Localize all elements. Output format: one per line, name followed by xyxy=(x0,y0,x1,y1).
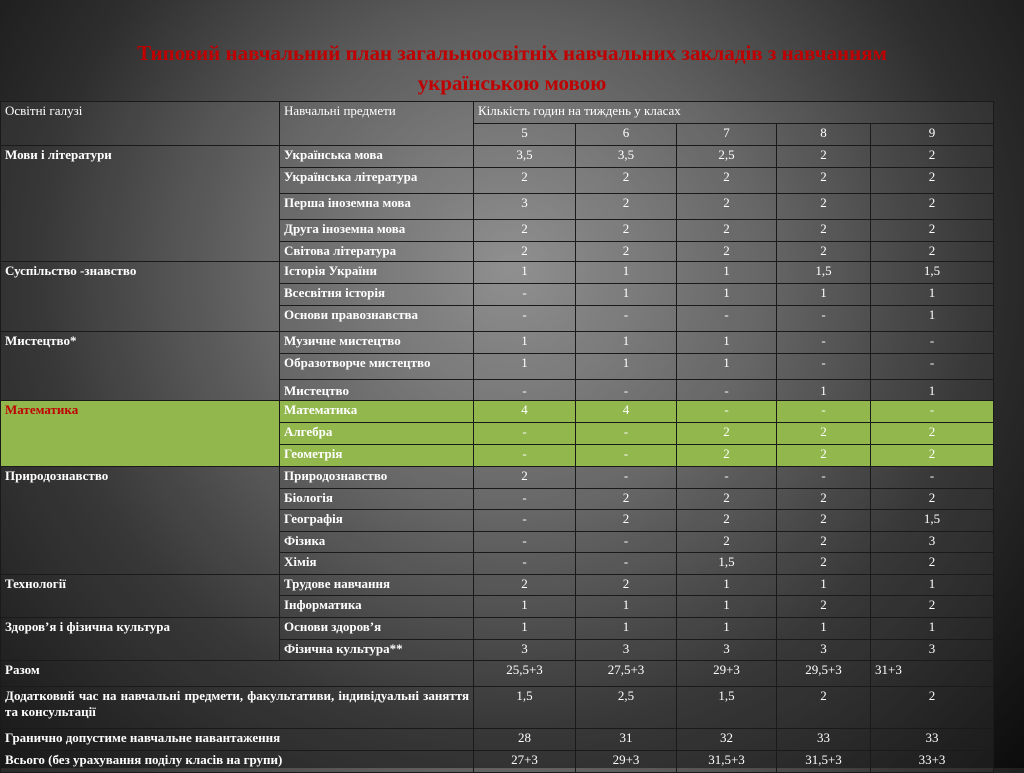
table-row xyxy=(1,146,994,168)
value-cell: 2 xyxy=(777,220,871,242)
value-cell: 1 xyxy=(871,618,994,640)
value-cell: 2 xyxy=(777,553,871,575)
value-cell: 2 xyxy=(677,445,777,467)
value-cell: 1 xyxy=(777,575,871,596)
value-cell: - xyxy=(576,380,677,401)
value-cell: 2 xyxy=(871,423,994,445)
value-cell: - xyxy=(677,467,777,489)
value-cell: 1 xyxy=(677,332,777,354)
subject-cell: Природознавство xyxy=(280,467,474,489)
value-cell: 1 xyxy=(677,354,777,380)
value-cell: 1,5 xyxy=(777,262,871,284)
total-value: 2 xyxy=(871,687,994,729)
total-value: 32 xyxy=(677,729,777,751)
total-value: 2 xyxy=(777,687,871,729)
value-cell: 2 xyxy=(474,575,576,596)
title-line-2: українською мовою xyxy=(417,71,607,95)
total-value: 1,5 xyxy=(474,687,576,729)
value-cell: 2 xyxy=(677,220,777,242)
value-cell: 2 xyxy=(576,242,677,262)
table-row xyxy=(1,262,994,284)
value-cell: - xyxy=(474,284,576,306)
value-cell: 1 xyxy=(474,354,576,380)
total-value: 29+3 xyxy=(677,661,777,687)
value-cell: 2 xyxy=(474,242,576,262)
total-value: 33 xyxy=(777,729,871,751)
value-cell: 2 xyxy=(777,194,871,220)
total-value: 2,5 xyxy=(576,687,677,729)
subject-cell: Перша іноземна мова xyxy=(280,194,474,220)
curriculum-table xyxy=(0,101,994,773)
value-cell: 1 xyxy=(777,380,871,401)
total-value: 27,5+3 xyxy=(576,661,677,687)
value-cell: 2 xyxy=(677,489,777,510)
value-cell: 3 xyxy=(871,640,994,661)
value-cell: 2 xyxy=(474,168,576,194)
value-cell: - xyxy=(474,445,576,467)
subject-cell: Геометрія xyxy=(280,445,474,467)
value-cell: - xyxy=(576,553,677,575)
area-cell: Суспільство -знавство xyxy=(1,262,280,332)
subject-cell: Фізика xyxy=(280,532,474,553)
value-cell: 2 xyxy=(474,220,576,242)
value-cell: - xyxy=(474,510,576,532)
value-cell: 2 xyxy=(871,220,994,242)
value-cell: 1 xyxy=(474,596,576,618)
value-cell: 1 xyxy=(474,332,576,354)
total-value: 31,5+3 xyxy=(777,751,871,773)
area-cell: Мови і літератури xyxy=(1,146,280,262)
total-label: Гранично допустиме навчальне навантаження xyxy=(1,729,474,751)
subject-cell: Всесвітня історія xyxy=(280,284,474,306)
grade-cell: 5 xyxy=(474,124,576,146)
value-cell: 2 xyxy=(677,242,777,262)
value-cell: 1 xyxy=(777,284,871,306)
value-cell: - xyxy=(777,354,871,380)
value-cell: - xyxy=(677,306,777,332)
value-cell: 2 xyxy=(871,168,994,194)
total-value: 29+3 xyxy=(576,751,677,773)
header-hours: Кількість годин на тиждень у класах xyxy=(474,102,994,124)
value-cell: - xyxy=(576,532,677,553)
total-value: 31 xyxy=(576,729,677,751)
value-cell: 2 xyxy=(677,423,777,445)
value-cell: 1,5 xyxy=(871,262,994,284)
total-row xyxy=(1,661,994,687)
value-cell: 2 xyxy=(576,168,677,194)
total-label: Разом xyxy=(1,661,474,687)
total-row xyxy=(1,687,994,729)
total-label: Всього (без урахування поділу класів на групи) xyxy=(1,751,474,773)
value-cell: 2 xyxy=(777,532,871,553)
value-cell: 1 xyxy=(576,618,677,640)
total-value: 28 xyxy=(474,729,576,751)
value-cell: 1,5 xyxy=(677,553,777,575)
subject-cell: Друга іноземна мова xyxy=(280,220,474,242)
total-value: 33 xyxy=(871,729,994,751)
total-value: 33+3 xyxy=(871,751,994,773)
value-cell: 1 xyxy=(576,284,677,306)
value-cell: - xyxy=(677,401,777,423)
value-cell: - xyxy=(576,306,677,332)
value-cell: - xyxy=(777,332,871,354)
subject-cell: Основи здоров’я xyxy=(280,618,474,640)
value-cell: 3,5 xyxy=(576,146,677,168)
value-cell: 1 xyxy=(576,262,677,284)
value-cell: 2 xyxy=(871,445,994,467)
subject-cell: Образотворче мистецтво xyxy=(280,354,474,380)
total-row xyxy=(1,729,994,751)
header-subject: Навчальні предмети xyxy=(280,102,474,146)
value-cell: 2 xyxy=(871,596,994,618)
table-row xyxy=(1,401,994,423)
value-cell: 2 xyxy=(871,146,994,168)
subject-cell: Алгебра xyxy=(280,423,474,445)
value-cell: 1 xyxy=(576,596,677,618)
area-cell: Природознавство xyxy=(1,467,280,575)
subject-cell: Історія України xyxy=(280,262,474,284)
area-cell: Здоров’я і фізична культура xyxy=(1,618,280,661)
header-area: Освітні галузі xyxy=(1,102,280,146)
value-cell: 2 xyxy=(871,242,994,262)
value-cell: 3 xyxy=(677,640,777,661)
value-cell: 2 xyxy=(871,489,994,510)
value-cell: 2 xyxy=(677,168,777,194)
value-cell: 2 xyxy=(576,194,677,220)
value-cell: 2 xyxy=(777,445,871,467)
value-cell: - xyxy=(576,467,677,489)
value-cell: 1 xyxy=(576,354,677,380)
subject-cell: Інформатика xyxy=(280,596,474,618)
total-value: 29,5+3 xyxy=(777,661,871,687)
value-cell: - xyxy=(777,306,871,332)
value-cell: 1 xyxy=(777,618,871,640)
value-cell: - xyxy=(871,467,994,489)
value-cell: 1 xyxy=(871,306,994,332)
value-cell: 3 xyxy=(777,640,871,661)
subject-cell: Фізична культура** xyxy=(280,640,474,661)
value-cell: 2 xyxy=(677,510,777,532)
value-cell: 2 xyxy=(871,194,994,220)
subject-cell: Українська література xyxy=(280,168,474,194)
value-cell: 1 xyxy=(677,618,777,640)
table-row xyxy=(1,467,994,489)
value-cell: 1 xyxy=(677,284,777,306)
subject-cell: Мистецтво xyxy=(280,380,474,401)
area-cell: Мистецтво* xyxy=(1,332,280,401)
title-line-1: Типовий навчальний план загальноосвітніх навчальних закладів з навчанням xyxy=(137,41,887,65)
area-cell: Математика xyxy=(1,401,280,467)
header-row xyxy=(1,102,994,124)
subject-cell: Українська мова xyxy=(280,146,474,168)
subject-cell: Музичне мистецтво xyxy=(280,332,474,354)
value-cell: 2,5 xyxy=(677,146,777,168)
value-cell: - xyxy=(474,423,576,445)
value-cell: 2 xyxy=(777,168,871,194)
value-cell: 1,5 xyxy=(871,510,994,532)
value-cell: 1 xyxy=(677,596,777,618)
value-cell: 1 xyxy=(474,262,576,284)
value-cell: 1 xyxy=(871,380,994,401)
value-cell: 1 xyxy=(576,332,677,354)
value-cell: - xyxy=(576,423,677,445)
total-value: 31,5+3 xyxy=(677,751,777,773)
subject-cell: Біологія xyxy=(280,489,474,510)
value-cell: - xyxy=(474,306,576,332)
area-cell: Технології xyxy=(1,575,280,618)
grade-cell: 6 xyxy=(576,124,677,146)
subject-cell: Основи правознавства xyxy=(280,306,474,332)
total-value: 1,5 xyxy=(677,687,777,729)
total-value: 25,5+3 xyxy=(474,661,576,687)
value-cell: - xyxy=(474,553,576,575)
subject-cell: Географія xyxy=(280,510,474,532)
value-cell: 3 xyxy=(474,194,576,220)
value-cell: 1 xyxy=(677,262,777,284)
value-cell: 2 xyxy=(777,510,871,532)
value-cell: - xyxy=(677,380,777,401)
value-cell: - xyxy=(474,380,576,401)
subject-cell: Хімія xyxy=(280,553,474,575)
value-cell: 2 xyxy=(474,467,576,489)
value-cell: 3,5 xyxy=(474,146,576,168)
value-cell: 2 xyxy=(576,489,677,510)
value-cell: 2 xyxy=(576,510,677,532)
grade-cell: 8 xyxy=(777,124,871,146)
value-cell: - xyxy=(871,332,994,354)
value-cell: - xyxy=(474,532,576,553)
grade-cell: 7 xyxy=(677,124,777,146)
value-cell: 2 xyxy=(576,220,677,242)
value-cell: 2 xyxy=(777,242,871,262)
value-cell: 1 xyxy=(871,575,994,596)
value-cell: - xyxy=(871,354,994,380)
value-cell: 2 xyxy=(777,489,871,510)
value-cell: 2 xyxy=(677,532,777,553)
value-cell: 2 xyxy=(677,194,777,220)
page-title xyxy=(0,38,1024,98)
value-cell: 2 xyxy=(777,146,871,168)
value-cell: - xyxy=(871,401,994,423)
value-cell: 1 xyxy=(677,575,777,596)
value-cell: 4 xyxy=(576,401,677,423)
grade-cell: 9 xyxy=(871,124,994,146)
total-row xyxy=(1,751,994,773)
value-cell: 2 xyxy=(777,423,871,445)
value-cell: - xyxy=(777,467,871,489)
table-row xyxy=(1,575,994,596)
value-cell: 4 xyxy=(474,401,576,423)
value-cell: - xyxy=(474,489,576,510)
value-cell: 2 xyxy=(871,553,994,575)
value-cell: 1 xyxy=(871,284,994,306)
value-cell: 3 xyxy=(474,640,576,661)
subject-cell: Світова література xyxy=(280,242,474,262)
value-cell: - xyxy=(777,401,871,423)
table-row xyxy=(1,618,994,640)
value-cell: - xyxy=(576,445,677,467)
subject-cell: Математика xyxy=(280,401,474,423)
table-row xyxy=(1,332,994,354)
total-value: 27+3 xyxy=(474,751,576,773)
value-cell: 1 xyxy=(474,618,576,640)
value-cell: 2 xyxy=(777,596,871,618)
subject-cell: Трудове навчання xyxy=(280,575,474,596)
total-value: 31+3 xyxy=(871,661,994,687)
value-cell: 3 xyxy=(576,640,677,661)
value-cell: 3 xyxy=(871,532,994,553)
total-label: Додатковий час на навчальні предмети, факультативи, індивідуальні заняття та консультації xyxy=(1,687,474,729)
value-cell: 2 xyxy=(576,575,677,596)
